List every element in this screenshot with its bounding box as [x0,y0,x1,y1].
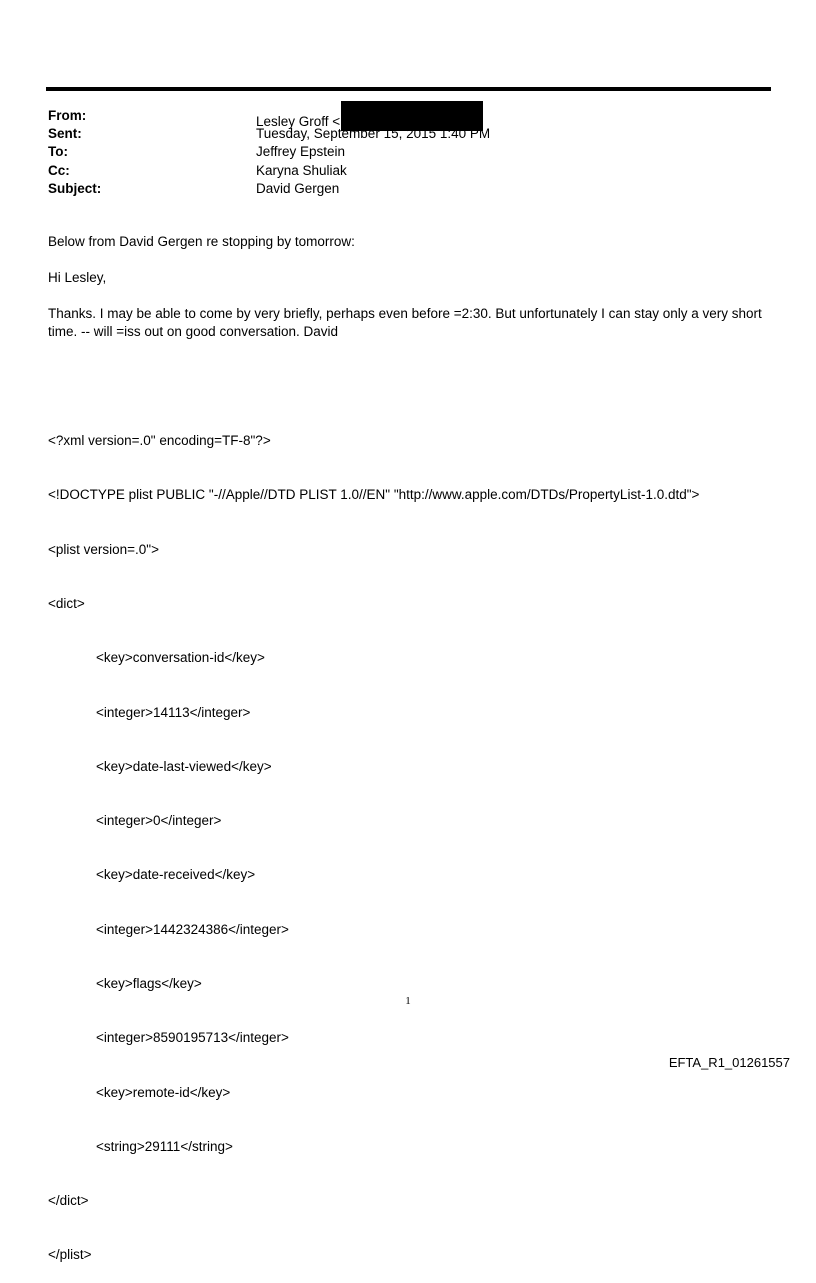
xml-dict-line: <integer>1442324386</integer> [96,921,289,937]
body-message: Thanks. I may be able to come by very briefly, perhaps even before =2:30. But unfortunately I can stay only a very short time. -- will =iss out on good conversation. David [48,306,762,340]
from-label: From: [48,108,87,123]
cc-label: Cc: [48,162,70,178]
xml-dict-line: <key>date-last-viewed</key> [96,758,272,774]
xml-dict-line: <integer>8590195713</integer> [96,1030,289,1046]
xml-dict-line: <integer>0</integer> [96,813,222,829]
bates-number: EFTA_R1_01261557 [668,1055,790,1070]
xml-dict-line: <key>remote-id</key> [96,1084,231,1100]
header-rule [46,87,771,91]
xml-block [48,396,699,1283]
body-intro: Below from David Gergen re stopping by tomorrow: [48,234,355,249]
body-greeting: Hi Lesley, [48,270,107,285]
sent-label: Sent: [48,126,82,142]
xml-dict-line: <integer>14113</integer> [96,704,251,720]
xml-dict-line: <key>date-received</key> [96,867,256,883]
xml-line: <dict> [48,596,85,612]
subject-label: Subject: [48,180,102,196]
xml-line: <plist version=.0"> [48,541,159,557]
cc-value: Karyna Shuliak [256,162,347,178]
from-value: Lesley Groff < [256,113,341,129]
xml-line: <?xml version=.0" encoding=TF-8"?> [48,433,271,449]
xml-dict-line: <key>conversation-id</key> [96,650,265,666]
sent-value: Tuesday, September 15, 2015 1:40 PM [256,126,491,142]
xml-dict-line: <string>29111</string> [96,1138,233,1154]
xml-line: </plist> [48,1247,92,1263]
xml-line: </dict> [48,1193,89,1209]
to-label: To: [48,144,68,160]
xml-dict-line: <key>flags</key> [96,976,202,991]
xml-line: <!DOCTYPE plist PUBLIC "-//Apple//DTD PLIST 1.0//EN" "http://www.apple.com/DTDs/PropertyList-1.0.dtd"> [48,487,700,503]
to-value: Jeffrey Epstein [256,144,346,160]
subject-value: David Gergen [256,180,340,196]
page-number: 1 [405,995,411,1007]
